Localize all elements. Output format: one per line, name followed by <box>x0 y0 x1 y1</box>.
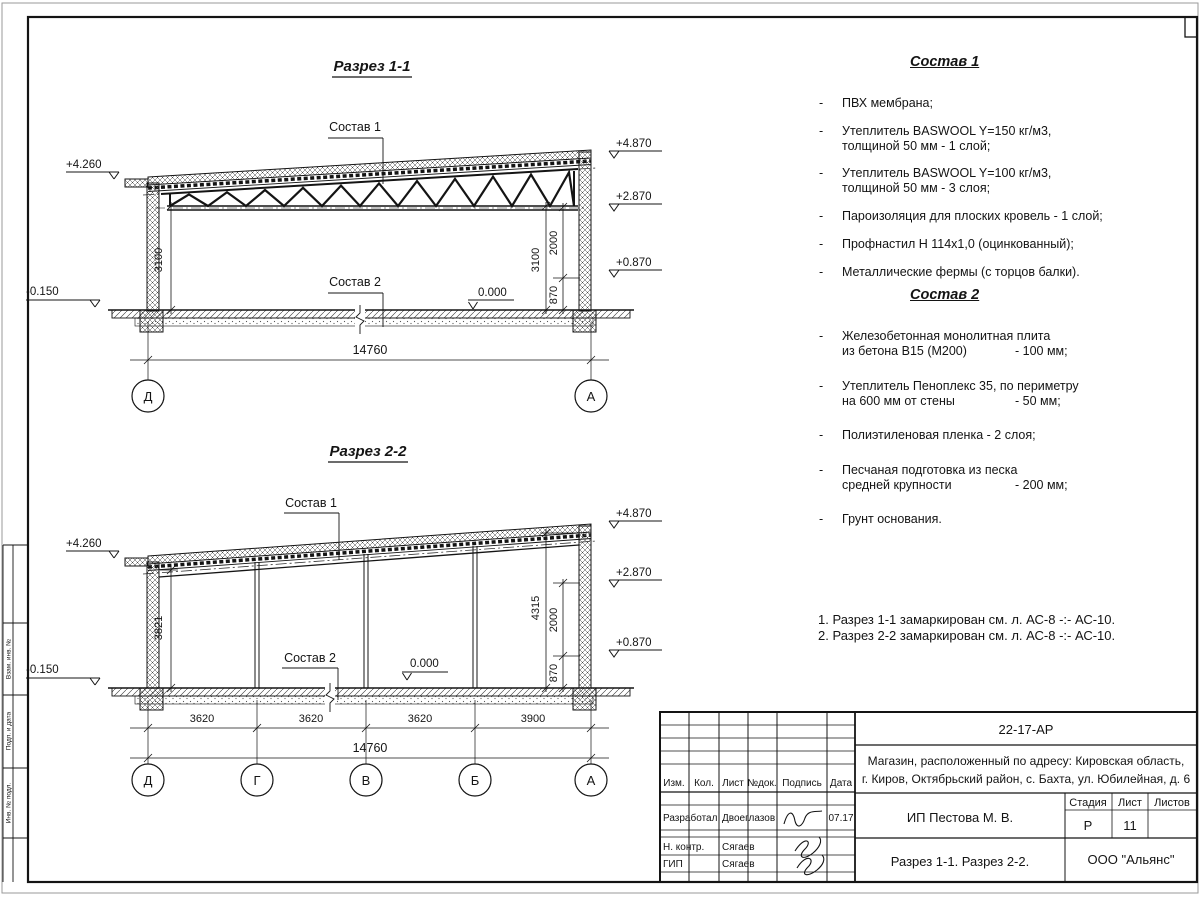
elev-right-top: +4.870 <box>616 508 652 520</box>
roof-insulation <box>148 524 591 564</box>
list-item: - Утеплитель BASWOOL Y=100 кг/м3, толщиной 50 мм - 3 слоя; <box>819 166 1052 195</box>
dim-total: 14760 <box>352 741 388 755</box>
elev-floor: 0.000 <box>410 658 439 670</box>
sostav2-callout: Состав 2 <box>284 651 336 665</box>
tb-col-podpis: Подпись <box>782 778 822 789</box>
grid-bubble-d: Д <box>143 773 153 788</box>
section2-title: Разрез 2-2 <box>329 443 407 460</box>
title-block <box>660 712 1197 882</box>
tb-col-kol: Кол. <box>694 778 714 789</box>
dim-870: 870 <box>548 285 560 305</box>
elev-left-top: +4.260 <box>66 538 102 550</box>
floor-slab <box>108 683 634 712</box>
tb-name-ncontrol: Сягаев <box>722 842 755 853</box>
elev-floor: 0.000 <box>478 287 507 299</box>
dim-left-height: 3100 <box>153 247 165 273</box>
note-2: 2. Разрез 2-2 замаркирован см. л. АС-8 -:- АС-10. <box>818 627 1116 643</box>
list-item: - ПВХ мембрана; <box>819 96 933 110</box>
sostav1-callout: Состав 1 <box>285 496 337 510</box>
list-item: - Полиэтиленовая пленка - 2 слоя; <box>819 428 1036 442</box>
tb-role-developer: Разработал <box>663 813 718 824</box>
bottom-dims <box>130 322 609 412</box>
list-item: - Грунт основания. <box>819 512 942 526</box>
dim-left-height: 3821 <box>153 615 165 641</box>
elev-left-bottom: -0.150 <box>26 664 59 676</box>
floor-level-mark <box>402 658 448 680</box>
elev-right-mid: +2.870 <box>616 191 652 203</box>
bottom-dims <box>130 700 609 796</box>
dim-2000: 2000 <box>548 230 560 256</box>
dim-span1: 3620 <box>189 713 215 725</box>
floor-level-mark <box>468 287 514 309</box>
tb-stage-value: Р <box>1083 818 1093 833</box>
dim-2000: 2000 <box>548 607 560 633</box>
elev-right-low: +0.870 <box>616 257 652 269</box>
tb-name-gip: Сягаев <box>722 859 755 870</box>
tb-col-izm: Изм. <box>663 778 685 789</box>
grid-bubble-a: А <box>586 773 596 788</box>
dims-vertical <box>153 202 580 314</box>
wall-left <box>147 183 159 311</box>
tb-name-developer: Двоеглазов <box>722 813 776 824</box>
tb-sheet-header: Лист <box>1118 797 1142 809</box>
margin-label-inv: Инв. № подл. <box>5 782 13 824</box>
section-1-1 <box>26 58 662 412</box>
section-2-2 <box>26 443 662 796</box>
sostav2-callout: Состав 2 <box>329 275 381 289</box>
grid-bubble-g: Г <box>253 773 261 788</box>
tb-drawing-title: Разрез 1-1. Разрез 2-2. <box>890 854 1030 869</box>
list-item: - Железобетонная монолитная плита из бетона В15 (М200) - 100 мм; <box>819 329 1068 358</box>
dim-span4: 3900 <box>520 713 546 725</box>
tb-object-line1: Магазин, расположенный по адресу: Кировская область, <box>867 754 1185 768</box>
elev-left-top: +4.260 <box>66 159 102 171</box>
dim-total: 14760 <box>352 343 388 357</box>
tb-client: ИП Пестова М. В. <box>906 810 1014 825</box>
floor-slab <box>108 305 634 334</box>
elev-left-bottom: -0.150 <box>26 286 59 298</box>
sostav1-list <box>815 55 1145 280</box>
section1-title: Разрез 1-1 <box>333 58 411 75</box>
grid-bubble-b: Б <box>470 773 480 788</box>
eave-overhang <box>125 558 148 566</box>
sostav1-callout: Состав 1 <box>329 120 381 134</box>
sostav1-title: Состав 1 <box>910 54 980 70</box>
note-1: 1. Разрез 1-1 замаркирован см. л. АС-8 -:- АС-10. <box>818 612 1116 627</box>
list-item: - Песчаная подготовка из песка средней крупности - 200 мм; <box>819 463 1068 492</box>
tb-doc-code: 22-17-АР <box>998 722 1054 737</box>
list-item: - Утеплитель BASWOOL Y=150 кг/м3, толщиной 50 мм - 1 слой; <box>819 124 1052 153</box>
tb-col-data: Дата <box>829 778 853 789</box>
dim-870: 870 <box>548 663 560 683</box>
tb-col-ndok: №док. <box>747 778 777 789</box>
elevation-marks <box>26 508 662 685</box>
tb-role-gip: ГИП <box>663 859 683 870</box>
roof-insulation <box>148 150 591 185</box>
tb-sheet-value: 11 <box>1123 818 1137 833</box>
tb-stage-header: Стадия <box>1069 797 1107 809</box>
elev-right-mid: +2.870 <box>616 567 652 579</box>
sostav2-list <box>815 288 1145 527</box>
left-margin-stamp <box>3 545 28 882</box>
list-item: - Профнастил Н 114х1,0 (оцинкованный); <box>819 237 1074 251</box>
tb-date-developer: 07.17 <box>828 813 854 824</box>
margin-label-podp: Подп. и дата <box>5 711 13 751</box>
dim-right-height: 4315 <box>530 595 542 621</box>
sostav2-title: Состав 2 <box>910 287 980 303</box>
list-item: - Пароизоляция для плоских кровель - 1 слой; <box>819 209 1103 223</box>
leader-sostav1 <box>328 120 383 184</box>
grid-bubble-a: А <box>586 389 596 404</box>
list-item: - Металлические фермы (с торцов балки). <box>819 265 1080 279</box>
signature-developer <box>784 811 822 826</box>
elev-right-top: +4.870 <box>616 138 652 150</box>
tb-company: ООО "Альянс" <box>1087 852 1175 867</box>
dim-span3: 3620 <box>407 713 433 725</box>
grid-bubble-v: В <box>361 773 371 788</box>
eave-overhang <box>125 179 148 187</box>
corner-stamp-box <box>1185 17 1197 37</box>
grid-bubble-d: Д <box>143 389 153 404</box>
tb-role-ncontrol: Н. контр. <box>663 842 705 853</box>
wall-right <box>579 526 591 688</box>
dim-span2: 3620 <box>298 713 324 725</box>
wall-right <box>579 152 591 311</box>
tb-col-list: Лист <box>722 778 744 789</box>
elev-right-low: +0.870 <box>616 637 652 649</box>
signature-ncontrol <box>795 837 821 857</box>
tb-object-line2: г. Киров, Октябрьский район, с. Бахта, ул. Юбилейная, д. 6 <box>861 772 1191 786</box>
tb-sheets-header: Листов <box>1154 797 1190 809</box>
notes <box>818 612 1178 643</box>
margin-label-vzam: Взам. инв. № <box>5 638 13 680</box>
dim-right-height: 3100 <box>530 247 542 273</box>
list-item: - Утеплитель Пеноплекс 35, по периметру на 600 мм от стены - 50 мм; <box>819 379 1079 408</box>
